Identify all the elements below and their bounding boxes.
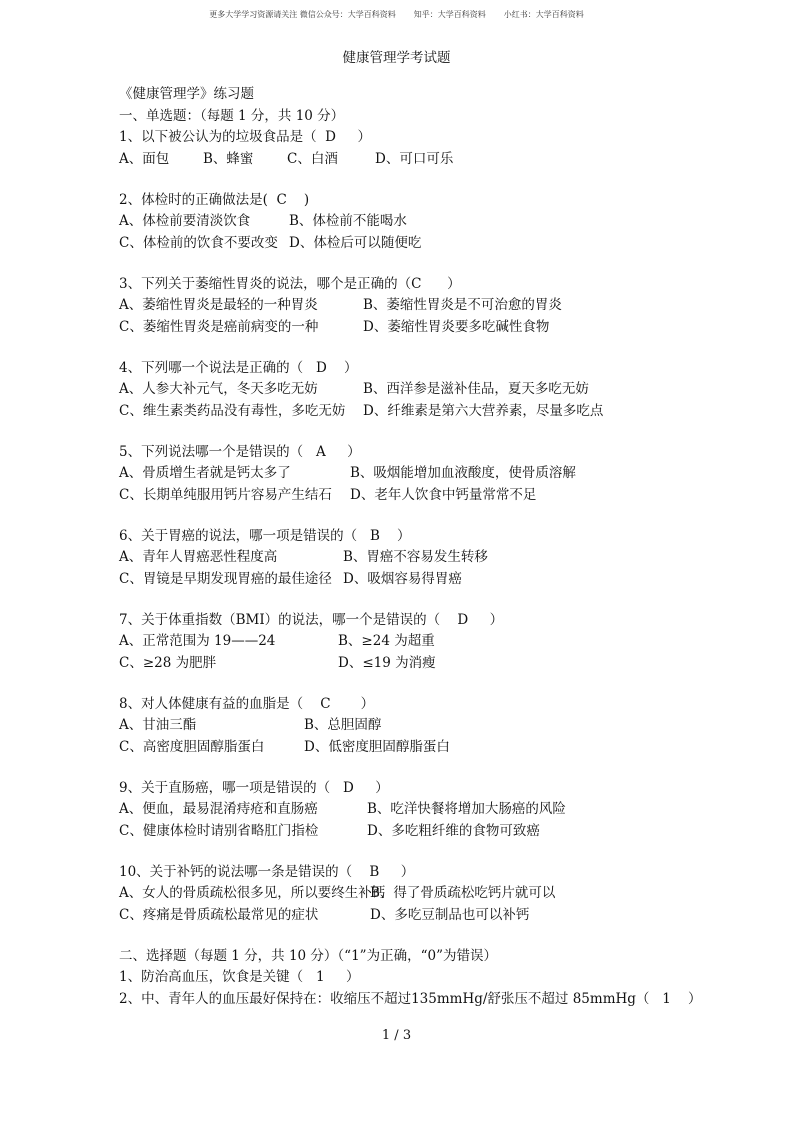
option-b: B、吃洋快餐将增加大肠癌的风险 [367,801,566,817]
option-a: A、正常范围为 19——24 [119,633,276,649]
option-d: D、吸烟容易得胃癌 [343,570,462,587]
option-a: A、甘油三酯 [119,717,197,733]
option-b: B、萎缩性胃炎是不可治愈的胃炎 [363,297,562,313]
option-a: A、骨质增生者就是钙太多了 [119,465,291,481]
header-middle: 知乎：大学百科资料 [413,10,486,19]
option-c: C、胃镜是早期发现胃癌的最佳途径 [119,570,332,587]
option-b: B、≥24 为超重 [338,633,435,649]
question-title: 7、关于体重指数（BMI）的说法，哪一个是错误的（ D ） [119,611,504,628]
option-b: B、总胆固醇 [304,717,382,733]
option-b: B、体检前不能喝水 [289,213,407,229]
option-d: D、多吃豆制品也可以补钙 [370,906,530,923]
option-c: C、白酒 [287,150,338,167]
option-a: A、体检前要清淡饮食 [119,213,251,229]
option-b: B、胃癌不容易发生转移 [343,549,488,565]
option-a: A、青年人胃癌恶性程度高 [119,549,278,565]
option-c: C、疼痛是骨质疏松最常见的症状 [119,906,319,923]
option-d: D、老年人饮食中钙量常常不足 [350,486,537,503]
tf-question: 1、防治高血压，饮食是关键（ 1 ） [119,969,360,985]
question-list [119,127,719,926]
option-d: D、体检后可以随便吃 [289,234,422,251]
option-c: C、维生素类药品没有毒性，多吃无妨 [119,402,346,419]
option-d: D、萎缩性胃炎要多吃碱性食物 [363,318,550,335]
option-a: A、人参大补元气，冬天多吃无妨 [119,381,318,397]
section-heading-1: 一、单选题：（每题 1 分，共 10 分） [119,107,345,124]
header-left: 更多大学学习资源请关注 微信公众号：大学百科资料 [209,10,396,19]
document-title: 健康管理学考试题 [342,50,451,66]
page-header [0,9,793,20]
option-d: D、纤维素是第六大营养素，尽量多吃点 [363,402,604,419]
option-a: A、面包 [119,150,170,167]
section-heading-2: 二、选择题（每题 1 分，共 10 分）（“1”为正确，“0”为错误） [119,947,497,964]
option-b: B、蜂蜜 [203,150,254,167]
question-title: 9、关于直肠癌，哪一项是错误的（ D ） [119,779,389,796]
question-title: 8、对人体健康有益的血脂是（ C ） [119,695,375,712]
question-title: 4、下列哪一个说法是正确的（ D ） [119,359,358,376]
option-c: C、长期单纯服用钙片容易产生结石 [119,486,332,503]
tf-question: 2、中、青年人的血压最好保持在：收缩压不超过135mmHg/舒张压不超过 85mmHg（ 1 ） [119,990,702,1007]
option-d: D、≤19 为消瘦 [338,654,436,671]
question-title: 10、关于补钙的说法哪一条是错误的（ B ） [119,863,415,880]
question-title: 2、体检时的正确做法是( C ) [119,191,310,208]
option-c: C、高密度胆固醇脂蛋白 [119,738,265,755]
question-title: 3、下列关于萎缩性胃炎的说法，哪个是正确的（C ） [119,275,461,292]
page-number: 1 / 3 [381,1028,412,1043]
subtitle: 《健康管理学》练习题 [119,86,254,102]
header-right: 小红书：大学百科资料 [503,10,584,19]
option-c: C、萎缩性胃炎是癌前病变的一种 [119,318,319,335]
question-title: 1、以下被公认为的垃圾食品是（ D ） [119,129,371,145]
option-d: D、多吃粗纤维的食物可致癌 [367,822,540,839]
option-c: C、体检前的饮食不要改变 [119,234,278,251]
option-b: B、西洋参是滋补佳品，夏天多吃无妨 [363,381,589,397]
question-title: 6、关于胃癌的说法，哪一项是错误的（ B ） [119,527,411,544]
question-title: 5、下列说法哪一个是错误的（ A ） [119,443,361,460]
option-b: B、吸烟能增加血液酸度，使骨质溶解 [350,465,576,481]
option-c: C、健康体检时请别省略肛门指检 [119,822,319,839]
option-d: D、可口可乐 [375,150,454,167]
option-a: A、萎缩性胃炎是最轻的一种胃炎 [119,297,318,313]
option-b: B、得了骨质疏松吃钙片就可以 [370,885,556,901]
option-d: D、低密度胆固醇脂蛋白 [304,738,450,755]
option-c: C、≥28 为肥胖 [119,654,217,671]
option-a: A、便血，最易混淆痔疮和直肠癌 [119,801,318,817]
document-body [119,84,719,1010]
option-a: A、女人的骨质疏松很多见，所以要终生补钙 [119,885,386,901]
